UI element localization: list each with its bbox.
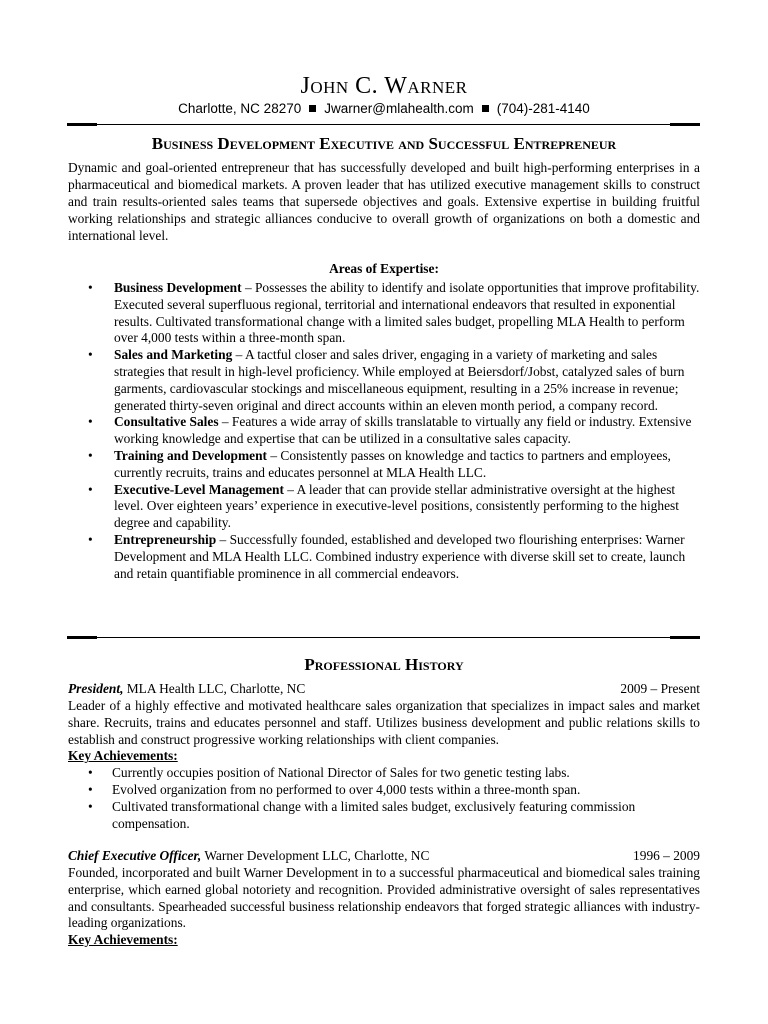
achievement-item: • Cultivated transformational change with a limited sales budget, exclusively featuring commission compensation.	[88, 798, 636, 831]
achievements-list	[68, 765, 700, 832]
bullet-icon: •	[88, 781, 93, 797]
job-company: MLA Health LLC, Charlotte, NC	[123, 681, 306, 696]
job-description: Founded, incorporated and built Warner Development in to a successful pharmaceutical and biomedical sales training enterprise, which earned global notoriety and recognition. Provided administrative oversight of sales representatives and consultants. Spearheaded successful business relationship endeavors that forged strategic alliances with industry-leading organizations.	[68, 865, 700, 931]
expertise-title: Entrepreneurship	[114, 531, 217, 547]
headline: Business Development Executive and Successful Entrepreneur	[151, 134, 617, 153]
contact-phone: (704)-281-4140	[496, 101, 590, 116]
bullet-icon: •	[88, 447, 93, 463]
areas-of-expertise-heading: Areas of Expertise:	[329, 261, 439, 276]
candidate-name: John C. Warner	[300, 73, 468, 99]
job-entry	[68, 681, 700, 832]
section-divider	[67, 637, 700, 638]
expertise-text: Successfully founded, established and developed two flourishing enterprises: Warner Development and MLA Health LLC. Combined industry experience with diverse skill set to create, launch and retain quantifiable prominence in all commercial endeavors.	[114, 531, 686, 581]
expertise-title: Consultative Sales	[114, 414, 219, 430]
key-achievements-label: Key Achievements:	[68, 748, 178, 764]
square-bullet-icon	[309, 105, 316, 112]
expertise-text: A leader that can provide stellar administrative oversight at the highest level. Over eighteen years’ experience in executive-level positions, consistently performing to the highest degree and capability.	[114, 481, 679, 531]
bullet-icon: •	[88, 765, 93, 781]
bullet-icon: •	[88, 531, 93, 547]
expertise-text: Features a wide array of skills translatable to virtually any field or industry. Extensive working knowledge and expertise that can be utilized in a consultative sales capacity.	[114, 414, 692, 447]
contact-email[interactable]: Jwarner@mlahealth.com	[324, 101, 474, 116]
bullet-icon: •	[88, 414, 93, 430]
job-dates: 1996 – 2009	[633, 848, 700, 863]
expertise-item: • Training and Development – Consistently passes on knowledge and tactics to partners and employees, currently recruits, trains and educates personnel at MLA Health LLC.	[88, 447, 671, 480]
achievement-item: • Currently occupies position of National Director of Sales for two genetic testing labs.	[88, 765, 570, 781]
job-dates: 2009 – Present	[620, 681, 700, 696]
summary-paragraph: Dynamic and goal-oriented entrepreneur that has successfully developed and built high-performing enterprises in a pharmaceutical and biomedical markets. A proven leader that has utilized executive management skills to construct and train results-oriented sales teams that supersede objectives and goals. Extensive expertise in building fruitful working relationships and strategic alliances conducive to overall growth of organizations on both a domestic and international level.	[68, 160, 700, 243]
expertise-list	[68, 280, 700, 582]
job-title: President,	[68, 681, 124, 696]
expertise-text: Possesses the ability to identify and isolate opportunities that improve profitability. Executed several superfluous regional, territorial and international endeavors that resulted in exponential results. Cultivated transformational change with a limited sales budget, propelling MLA Health to perform over 4,000 tests within a three-month span.	[114, 280, 700, 346]
job-company: Warner Development LLC, Charlotte, NC	[201, 848, 430, 863]
expertise-text: A tactful closer and sales driver, engaging in a variety of marketing and sales strategies that result in high-level proficiency. While employed at Beiersdorf/Jobst, catalyzed sales of burn garments, cardiovascular stockings and miscellaneous equipment, resulting in a 25% increase in revenue; generated thirty-seven original and direct accounts within an eleven month period, a company record.	[114, 347, 685, 413]
square-bullet-icon	[482, 105, 489, 112]
expertise-title: Business Development	[114, 280, 242, 295]
contact-city: Charlotte, NC 28270	[178, 101, 302, 116]
job-title: Chief Executive Officer,	[68, 848, 202, 863]
job-header	[68, 681, 700, 698]
expertise-item: • Business Development – Possesses the ability to identify and isolate opportunities that improve profitability. Executed several superfluous regional, territorial and international endeavors that resulted in exponential results. Cultivated transformational change with a limited sales budget, propelling MLA Health to perform over 4,000 tests within a three-month span.	[88, 280, 700, 346]
expertise-item: • Consultative Sales – Features a wide array of skills translatable to virtually any field or industry. Extensive working knowledge and expertise that can be utilized in a consultative sales capacity.	[88, 414, 692, 447]
header-divider	[67, 124, 700, 125]
expertise-item: • Entrepreneurship – Successfully founded, established and developed two flourishing enterprises: Warner Development and MLA Health LLC. Combined industry experience with diverse skill set to create, launch and retain quantifiable prominence in all commercial endeavors.	[88, 531, 686, 581]
job-entry	[68, 848, 700, 949]
professional-history-heading: Professional History	[304, 655, 464, 674]
bullet-icon: •	[88, 798, 93, 814]
bullet-icon: •	[88, 280, 93, 295]
bullet-icon: •	[88, 347, 93, 363]
contact-line	[0, 100, 768, 118]
expertise-title: Executive-Level Management	[114, 481, 284, 497]
expertise-item: • Sales and Marketing – A tactful closer and sales driver, engaging in a variety of marketing and sales strategies that result in high-level proficiency. While employed at Beiersdorf/Jobst, catalyzed sales of burn garments, cardiovascular stockings and miscellaneous equipment, resulting in a 25% increase in revenue; generated thirty-seven original and direct accounts within an eleven month period, a company record.	[88, 347, 685, 413]
expertise-text: Consistently passes on knowledge and tactics to partners and employees, currently recruits, trains and educates personnel at MLA Health LLC.	[114, 447, 671, 480]
job-header	[68, 848, 700, 865]
expertise-title: Sales and Marketing	[114, 347, 233, 363]
expertise-title: Training and Development	[114, 447, 268, 463]
achievement-item: • Evolved organization from no performed to over 4,000 tests within a three-month span.	[88, 781, 581, 797]
key-achievements-label: Key Achievements:	[68, 932, 178, 948]
expertise-item: • Executive-Level Management – A leader that can provide stellar administrative oversight at the highest level. Over eighteen years’ experience in executive-level positions, consistently performing to the highest degree and capability.	[88, 481, 679, 531]
bullet-icon: •	[88, 481, 93, 497]
job-description: Leader of a highly effective and motivated healthcare sales organization that specializes in impact sales and market share. Recruits, trains and educates personnel and staff. Utilizes business development and public relations skills to establish and construct progressive working relationships with client companies.	[68, 698, 700, 747]
